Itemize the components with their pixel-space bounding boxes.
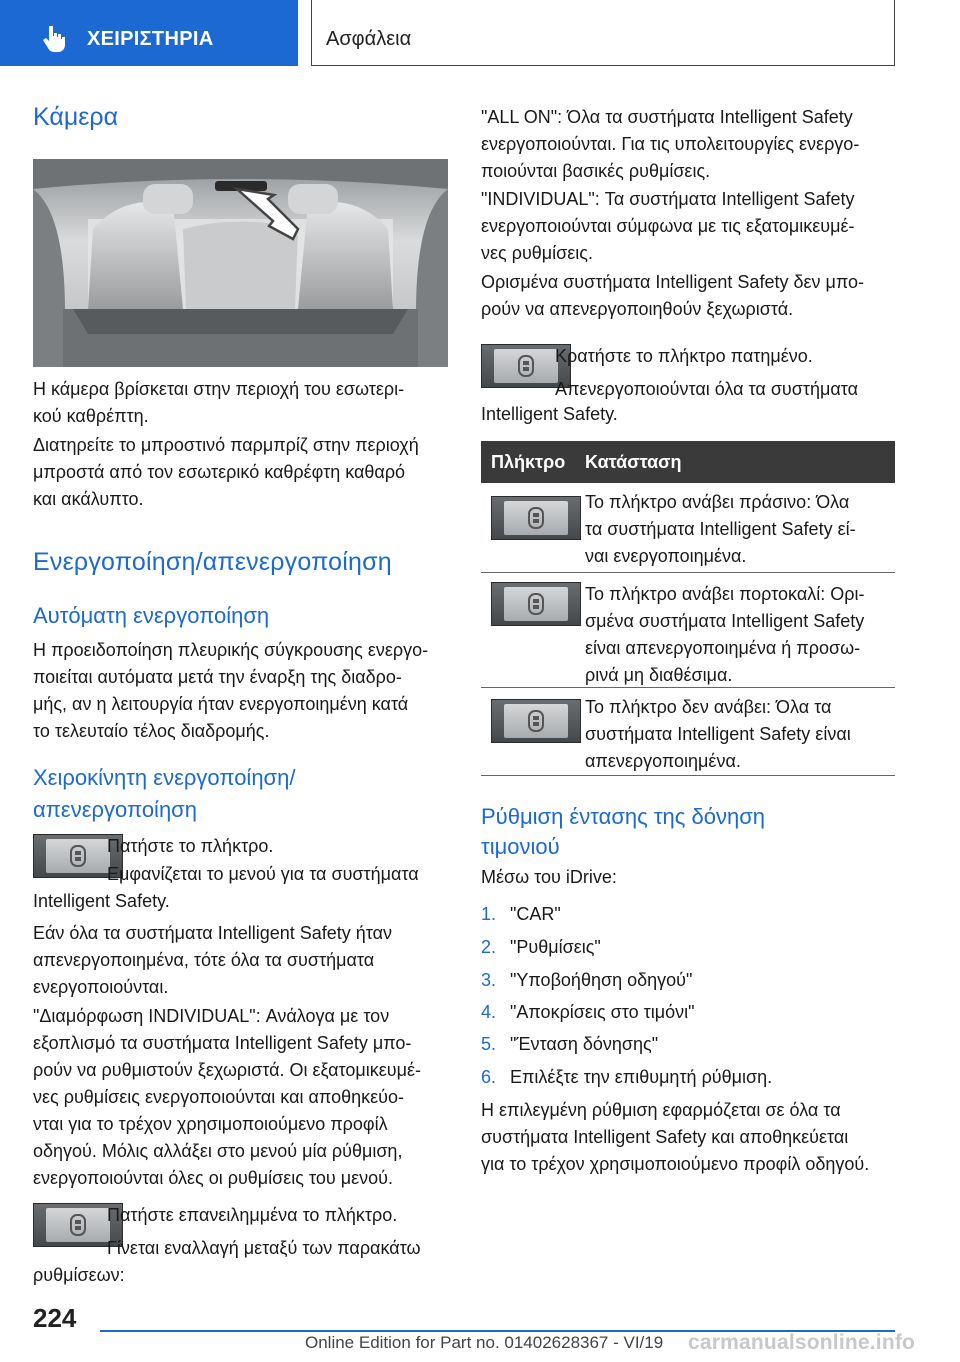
if-all-paragraph bbox=[33, 920, 448, 1001]
step-text: Επιλέξτε την επιθυμητή ρύθμιση. bbox=[510, 1067, 773, 1087]
text-line: ναι ενεργοποιημένα. bbox=[585, 546, 747, 566]
text-line: και ακάλυπτο. bbox=[33, 489, 144, 509]
chapter-header bbox=[311, 0, 895, 66]
step-number: 4. bbox=[481, 1002, 497, 1022]
text-line: τα συστήματα Intelligent Safety εί- bbox=[585, 519, 856, 539]
section-label: ΧΕΙΡΙΣΤΗΡΙΑ bbox=[87, 28, 214, 50]
safety-button-icon bbox=[527, 593, 545, 615]
text-line: κού καθρέπτη. bbox=[33, 406, 149, 426]
auto-activation-paragraph bbox=[33, 637, 448, 745]
text-line: Το πλήκτρο ανάβει πράσινο: Όλα bbox=[585, 492, 850, 512]
menu-shown-text: Εμφανίζεται το μενού για τα συστήματα bbox=[107, 864, 419, 884]
text-line: Το πλήκτρο ανάβει πορτοκαλί: Ορι- bbox=[585, 584, 865, 604]
menu-shown-text-cont: Intelligent Safety. bbox=[33, 891, 170, 911]
heading-line: τιμονιού bbox=[481, 834, 560, 859]
text-line: ρινά μη διαθέσιμα. bbox=[585, 665, 733, 685]
heading-line: Χειροκίνητη ενεργοποίηση/ bbox=[33, 765, 296, 790]
text-line: ποιούνται βασικές ρυθμίσεις. bbox=[481, 161, 711, 181]
all-on-paragraph bbox=[481, 104, 895, 185]
text-line: "ALL ON": Όλα τα συστήματα Intelligent Safety bbox=[481, 107, 853, 127]
text-line: σμένα συστήματα Intelligent Safety bbox=[585, 611, 865, 631]
text-line: νες ρυθμίσεις. bbox=[481, 243, 593, 263]
text-line: εξοπλισμό τα συστήματα Intelligent Safety μπο- bbox=[33, 1033, 412, 1053]
step-text: "Ρυθμίσεις" bbox=[510, 937, 601, 957]
text-line: Η επιλεγμένη ρύθμιση εφαρμόζεται σε όλα τα bbox=[481, 1100, 841, 1120]
section-tab[interactable] bbox=[0, 0, 298, 66]
text-line: Διατηρείτε το μπροστινό παρμπρίζ στην περιοχή bbox=[33, 435, 419, 455]
safety-button-icon bbox=[517, 355, 535, 377]
step-text: "Αποκρίσεις στο τιμόνι" bbox=[510, 1002, 695, 1022]
edition-text: Online Edition for Part no. 01402628367 - VI/19 bbox=[305, 1333, 664, 1352]
text-line: Η κάμερα βρίσκεται στην περιοχή του εσωτερι- bbox=[33, 379, 405, 399]
text-line: συστήματα Intelligent Safety είναι bbox=[585, 724, 851, 744]
text-line: ενεργοποιούνται. Για τις υπολειτουργίες ενεργο- bbox=[481, 134, 860, 154]
switch-text-cont: ρυθμίσεων: bbox=[33, 1265, 125, 1285]
some-cannot-paragraph bbox=[481, 269, 895, 323]
step-number: 3. bbox=[481, 970, 497, 990]
individual-config-paragraph bbox=[33, 1003, 448, 1192]
text-line: ρούν να ρυθμιστούν ξεχωριστά. Οι εξατομικευμέ- bbox=[33, 1060, 422, 1080]
step-number: 5. bbox=[481, 1034, 497, 1054]
text-line: ενεργοποιούνται σύμφωνα με τις εξατομικευμέ- bbox=[481, 216, 855, 236]
text-line: ενεργοποιούνται όλες οι ρυθμίσεις του μενού. bbox=[33, 1168, 393, 1188]
text-line: απενεργοποιημένα, τότε όλα τα συστήματα bbox=[33, 950, 375, 970]
button-off-image bbox=[491, 699, 581, 743]
via-idrive-text: Μέσω του iDrive: bbox=[481, 867, 617, 887]
text-line: ρούν να απενεργοποιηθούν ξεχωριστά. bbox=[481, 299, 794, 319]
text-line: για το τρέχον χρησιμοποιούμενο προφίλ οδηγού. bbox=[481, 1154, 870, 1174]
text-line: Το πλήκτρο δεν ανάβει: Όλα τα bbox=[585, 697, 832, 717]
table-row bbox=[481, 688, 895, 776]
button-orange-image bbox=[491, 582, 581, 626]
hand-pointer-icon bbox=[40, 24, 66, 52]
text-line: "Διαμόρφωση INDIVIDUAL": Ανάλογα με τον bbox=[33, 1006, 390, 1026]
text-line: Εάν όλα τα συστήματα Intelligent Safety ήταν bbox=[33, 923, 393, 943]
press-repeat-text: Πατήστε επανειλημμένα το πλήκτρο. bbox=[107, 1205, 398, 1225]
press-button-text: Πατήστε το πλήκτρο. bbox=[107, 836, 274, 856]
text-line: "INDIVIDUAL": Τα συστήματα Intelligent Safety bbox=[481, 189, 855, 209]
button-green-image bbox=[491, 496, 581, 540]
text-line: είναι απενεργοποιημένα ή προσω- bbox=[585, 638, 861, 658]
text-line: νται για το τρέχον χρησιμοποιούμενο προφίλ bbox=[33, 1114, 388, 1134]
heading-line: απενεργοποίηση bbox=[33, 797, 197, 822]
deactivate-text: Απενεργοποιούνται όλα τα συστήματα bbox=[555, 379, 859, 399]
step-text: "CAR" bbox=[510, 904, 561, 924]
camera-heading: Κάμερα bbox=[33, 103, 119, 131]
table-row bbox=[481, 483, 895, 573]
text-line: Η προειδοποίηση πλευρικής σύγκρουσης ενεργο- bbox=[33, 640, 429, 660]
safety-button-icon bbox=[527, 710, 545, 732]
text-line: Ορισμένα συστήματα Intelligent Safety δεν μπο- bbox=[481, 272, 865, 292]
heading-line: Ρύθμιση έντασης της δόνηση bbox=[481, 804, 766, 829]
safety-button-icon bbox=[69, 1214, 87, 1236]
table-header bbox=[481, 441, 895, 483]
manual-activation-heading bbox=[33, 762, 296, 826]
text-line: νες ρυθμίσεις ενεργοποιούνται και αποθηκεύο- bbox=[33, 1087, 404, 1107]
safety-button-icon bbox=[527, 507, 545, 529]
auto-activation-heading: Αυτόματη ενεργοποίηση bbox=[33, 603, 270, 628]
hold-button-text: Κρατήστε το πλήκτρο πατημένο. bbox=[555, 346, 813, 366]
text-line: το τελευταίο τέλος διαδρομής. bbox=[33, 721, 270, 741]
camera-paragraph-2 bbox=[33, 432, 448, 513]
status-cell bbox=[585, 694, 851, 775]
step-number: 1. bbox=[481, 904, 497, 924]
camera-location-photo bbox=[33, 159, 448, 367]
step-text: "Υποβοήθηση οδηγού" bbox=[510, 970, 693, 990]
step-number: 6. bbox=[481, 1067, 497, 1087]
chapter-label: Ασφάλεια bbox=[326, 28, 412, 50]
text-line: απενεργοποιημένα. bbox=[585, 751, 741, 771]
watermark-text: carmanualsonline.info bbox=[688, 1331, 916, 1354]
text-line: οδηγού. Μόλις αλλάξει στο μενού μία ρύθμιση, bbox=[33, 1141, 403, 1161]
deactivate-text-cont: Intelligent Safety. bbox=[481, 404, 618, 424]
table-row bbox=[481, 573, 895, 688]
text-line: μής, αν η λειτουργία ήταν ενεργοποιημένη κατά bbox=[33, 694, 409, 714]
individual-paragraph bbox=[481, 186, 895, 267]
step-text: "Ένταση δόνησης" bbox=[510, 1034, 659, 1054]
activation-heading: Ενεργοποίηση/απενεργοποίηση bbox=[33, 548, 392, 576]
col-header-status: Κατάσταση bbox=[585, 452, 682, 472]
col-header-button: Πλήκτρο bbox=[491, 452, 566, 472]
camera-paragraph-1 bbox=[33, 376, 448, 430]
switch-text: Γίνεται εναλλαγή μεταξύ των παρακάτω bbox=[107, 1238, 421, 1258]
text-line: ενεργοποιούνται. bbox=[33, 977, 169, 997]
status-cell bbox=[585, 489, 856, 570]
status-cell bbox=[585, 581, 864, 689]
button-status-table bbox=[481, 441, 895, 776]
page-number: 224 bbox=[33, 1303, 77, 1333]
text-line: ποιείται αυτόματα μετά την έναρξη της διαδρο- bbox=[33, 667, 402, 687]
text-line: συστήματα Intelligent Safety και αποθηκεύεται bbox=[481, 1127, 849, 1147]
step-number: 2. bbox=[481, 937, 497, 957]
text-line: μπροστά από τον εσωτερικό καθρέφτη καθαρό bbox=[33, 462, 406, 482]
vibration-heading bbox=[481, 802, 765, 862]
safety-button-icon bbox=[69, 845, 87, 867]
applied-paragraph bbox=[481, 1097, 895, 1178]
